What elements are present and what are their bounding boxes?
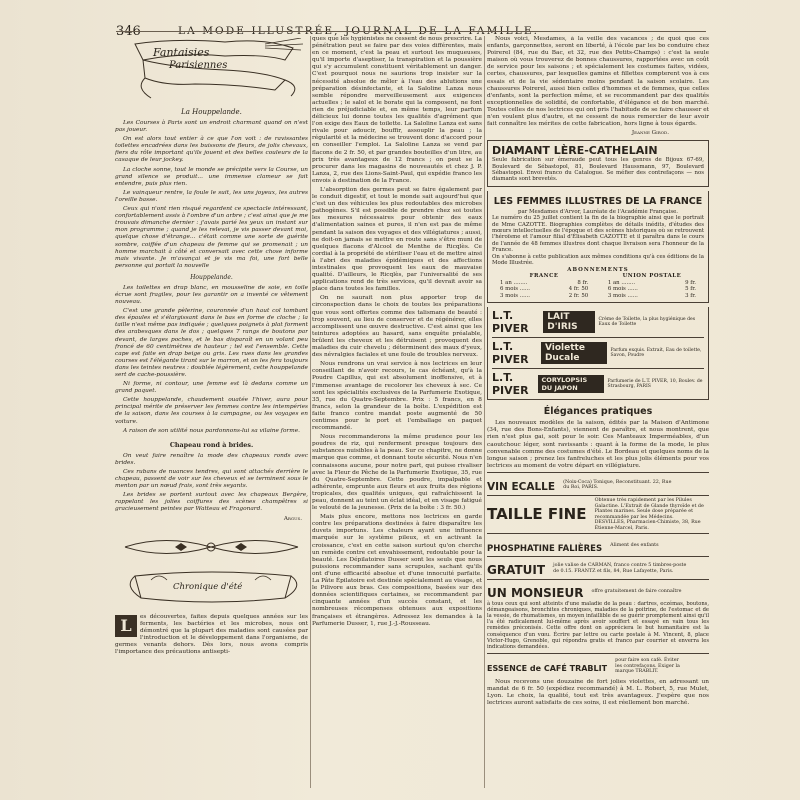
journal-title: LA MODE ILLUSTRÉE, JOURNAL DE LA FAMILLE. — [178, 25, 540, 37]
paragraph: ques que les hygiénistes ne cessent de nous prescrire. La pénétration peut se faire par des voies différentes, mais en ce moment, c'est la peau et surtout les muqueuses, qu'il importe d'aseptiser, la transpiration et la poussière qui s'y accumulent constituent véritablement un danger. C'est pourquoi nous ne saurions trop insister sur la nécessité absolue de mêler à l'eau des ablutions une préparation désinfectante, et la Saloline Lanza nous semble répondre merveilleusement aux exigences actuelles ; le salol et le borate qui la composent, ne font rien de préjudiciable et, en même temps, leur parfum délicieux lui donne toutes les qualités d'agrément que l'on exige des Eaux de toilette. La Saloline Lanza est sans rivale pour adoucir, bouffir, assouplir la peau ; la régularité et la médecine se trouvent donc d'accord pour en conseiller l'emploi. La Saloline Lanza se vend par flacons de 2 fr. 50, et par grandes bouteilles d'un litre, au prix très avantageux de 12 francs ; on peut se la procurer dans les magasins de nouveautés et chez J. P. Lanza, 2, rue des Lions-Saint-Paul, qui expédie franco les envois à destination de la France. — [312, 36, 482, 184]
ad-femmes-text2: On s'abonne à cette publication aux mêmes conditions qu'à ces éditions de la Mode Illustrée. — [492, 253, 704, 267]
paragraph: La cloche sonne, tout le monde se précipite vers la Course, un grand silence se produit... une immense clameur se fait entendre, puis plus rien. — [115, 166, 308, 187]
piver-desc: Parfum exquis. Extrait, Eau de toilette, Savon, Poudre — [610, 347, 702, 359]
paragraph: Nous rendrons un vrai service à nos lectrices en leur conseillant de n'avoir recours, le cas échéant, qu'à la Poudre Capillus, qui est absolument inoffensive, et à l'immense avantage de recolorer les cheveux à sec. Ce sont les spécialités exclusives de la Parfumerie Exotique, 35, rue du Quatre-Septembre. Prix : 5 francs, en 8 francs, selon la grandeur de la boîte. L'expédition est faite franco contre mandat poste augmenté de 50 centimes pour le port et l'emballage en paquet recommandé. — [312, 361, 482, 432]
price-term: 1 an ........ — [607, 279, 636, 286]
essence-note: pour faire son café. Éviter les contrefaçons. Exiger la marque TRABLIT. — [615, 658, 680, 675]
ad-femmes-byline: par Mesdames d'Arvor, Lauréate de l'Académie Française. — [518, 208, 678, 215]
price-term: 3 mois ...... — [500, 292, 530, 299]
ribbon-ornament-icon — [115, 38, 308, 104]
floral-ornament-icon — [115, 532, 308, 562]
price-row — [500, 293, 588, 300]
price-row — [608, 286, 696, 293]
column-divider-2 — [484, 36, 485, 788]
paragraph: On veut faire renaître la mode des chapeaux ronds avec brides. — [115, 452, 308, 466]
piver-row — [492, 307, 704, 337]
phosphatine-title: PHOSPHATINE FALIÈRES — [487, 543, 603, 554]
vin-ecalle-note: (Noix-Coca) Tonique, Reconstituant. 22, Rue du Roi, PARIS. — [563, 479, 672, 491]
ad-diamant-title: DIAMANT LÈRE-CATHELAIN — [492, 144, 658, 158]
vin-ecalle-title: VIN ECALLE — [487, 480, 556, 493]
piver-brand: L.T. PIVER — [492, 340, 529, 367]
monsieur-text: à tous ceux qui sont atteints d'une maladie de la peau : dartres, eczémas, boutons, démangeaisons, bronchites chroniques, maladies de la poitrine, de l'estomac et de la vessie, de rhumatismes, un moyen infaillible de se guérir promptement ainsi qu'il l'a été radicalement lui-même après avoir souffert et essayé en vain tous les remèdes préconisés. Cette offre dont on appréciera le but humanitaire est la conséquence d'un vœu. Écrire par lettre ou carte postale à M. Vincent, 8, place Victor-Hugo, Grenoble, qui répondra gratis et franco par courrier et enverra les indications demandées. — [487, 600, 709, 650]
paragraph: Les nouveaux modèles de la saison, édités par la Maison d'Antimone (34, rue des Bons-Enfants), viennent de paraître, et nous montrent, que rien n'est plus gai, soit pour le soir. Ces Manteaux Imperméables, d'un caoutchouc léger, sont ravissants : quant à la forme de la mode, le plus convenable comme des costumes d'été. Le Bordeau et quelques noms de la longue saison ; prenez les fanfreluches et les plus jolis éléments pour vos lectrices au moment de votre départ en villégiature. — [487, 420, 709, 469]
paragraph: On ne saurait non plus apporter trop de circonspection dans le choix de toutes les préparations que vous sont offertes comme des talismans de beauté : trop souvent, au lieu de conserver et de régénérer, elles accomplissent une œuvre destructive. C'est ainsi que les teintures adoptées au hasard, sans enquête préalable, brûlent les cheveux et les détruisent ; provoquent des maladies du cuir chevelu ; déterminent des maux d'yeux, des névralgies faciales et une foule de troubles nerveux. — [312, 295, 482, 359]
drop-cap: L — [115, 615, 137, 637]
banner-word-parisiennes: Parisiennes — [169, 60, 228, 71]
taille-fine-note: Obtenue très rapidement par les Pilules Galactine. L'Extrait de Glande thyroïde et de Plantes marines. Seule dose préparée et recommandée par les Médecins. DESVILLES, Pharmacien-Chimiste, 38, Rue Étienne-Marcel, Paris. — [594, 497, 704, 531]
paragraph: Les brides se portent surtout avec les chapeaux Bergère, rappelant les jolies coiffures des scènes champêtres si gracieusement peintes par Watteau et Fragonard. — [115, 492, 308, 513]
ad-diamant — [487, 140, 709, 187]
ad-essence-cafe — [487, 653, 709, 676]
paragraph: Ni forme, ni contour, une femme est là dedans comme un grand paquet. — [115, 381, 308, 395]
paragraph: Nous recommanderons la même prudence pour les poudres de riz, qui renferment presque toujours des substances nuisibles à la peau. Sur ce chapitre, ne donne marque que comme, et donnant toute sécurité. Nous n'en connaissons aucune, pour notre part, qui puisse rivaliser avec la Fleur de Pêche de la Parfumerie Exotique, 35, rue du Quatre-Septembre. Cette poudre, impalpable et adhérente, emprunte aux fleurs et aux fruits des régions tropicales, des qualités uniques, qui rafraîchissent la peau, donnent au teint un éclat idéal, et en visage fatigué le velouté de la jeunesse. (Prix de la boîte : 3 fr. 50.) — [312, 434, 482, 512]
price-term: 6 mois ...... — [607, 286, 638, 293]
price-value: 9 fr. — [685, 279, 696, 286]
paragraph: A raison de son utilité nous pardonnons-lui sa vilaine forme. — [123, 427, 300, 434]
paragraph: Les toilettes en drap blanc, en mousseline de soie, en toile écrue sont fragiles, pour les garantir on a inventé ce vêtement nouveau. — [115, 284, 308, 306]
gratuit-note: jolie valise de CARMAN, franco contre 5 timbres-poste de 0.15. FRANTZ et fils, 84, Rue Lafayette, Paris. — [553, 563, 687, 574]
piver-desc: Parfumerie de L.T. PIVER, 10, Boulev. de Strasbourg, PARIS — [607, 378, 703, 390]
paragraph: Ces rubans de nuances tendres, qui sont attachés derrière le chapeau, passent de voir sur les cheveux et se terminent sous le menton par un nœud frais, sont très seyants. — [115, 468, 308, 490]
column-divider-1 — [310, 36, 311, 788]
ad-phosphatine — [487, 533, 709, 556]
price-row — [608, 293, 696, 300]
piver-brand: L.T. PIVER — [492, 371, 529, 398]
price-value: 3 fr. — [685, 292, 696, 299]
ad-diamant-text: Seule fabrication sur émeraude peut tous les genres de Bijoux 67-69, Boulevard de Sébastopol, 81, Boulevard Haussmann, 97, Boulevard Sébastopol. Envoi franco du Catalogue. Se méfier des contrefaçons — nos diamants sont brevetés. — [492, 157, 704, 183]
ad-gratuit — [487, 556, 709, 579]
price-head-union: UNION POSTALE — [622, 272, 682, 279]
paragraph: Ceux qui n'ont rien risqué regardent ce spectacle intéressant, confortablement assis à l'ombre d'un arbre ; c'est ainsi que je me trouvais dimanche dernier : j'avais parié les yeux un instant sur mon programme ; quand je les relevai, je vis passer devant moi, quelque chose d'étrange... c'était comme une sorte de guérite sombre, coiffée d'un chapeau de femme qui se promenait ; un homme marchait à côté et conversait avec cette chose informe mais vivante. Je m'avançai et je vis ma foi, une fort belle personne qui portait la nouvelle — [115, 206, 308, 269]
ad-taille-fine — [487, 495, 709, 533]
section-title-houppelande: La Houppelande. — [181, 108, 242, 116]
paragraph: L'absorption des germes peut se faire également par le conduit digestif, et tout le monde sait aujourd'hui que c'est un des véhicules les plus redoutables des microbes pathogènes. S'il est possible de prendre chez soi toutes les mesures nécessaires pour obtenir des eaux d'alimentation saines et pures, il n'en est pas de même pendant la saison des voyages et des villégiatures ; aussi, ne doit-on jamais se mettre en route sans s'être muni de quelques flacons d'Alcool de Menthe de Ricqlès. Ce cordial à la propriété de stériliser l'eau et de mettre ainsi à l'abri des maladies épidémiques et des affections intestinales que provoquent les eaux de mauvaise qualité. D'ailleurs, le Ricqlès, par l'universalité de ses applications rend de très services, qu'il devrait avoir sa place dans toutes les familles. — [312, 186, 482, 293]
price-col-union — [608, 273, 696, 299]
chronique-title: Chronique d'été — [173, 581, 243, 592]
paragraph: Le vainqueur rentre, la foule le suit, les uns joyeux, les autres l'oreille basse. — [115, 189, 308, 203]
price-table — [492, 273, 704, 299]
houppelande-word: Houppelande. — [190, 273, 233, 281]
column-left — [115, 36, 308, 796]
taille-fine-title: TAILLE FINE — [487, 505, 587, 524]
signature-argus: Argus. — [283, 515, 302, 522]
price-col-france — [500, 273, 588, 299]
ad-femmes-text: Le numéro du 25 juillet contient la fin de la biographie ainsi que le portrait de Mme CAZOTTE. Biographies complètes de détails inédits, d'études des mœurs intellectuelles de l'époque et des scènes historiques où se retrouvent l'héroïsme et l'amour filial d'Élisabeth CAZOTTE et il paraîtra dans le cours de l'année de 48 femmes illustres dont chaque livraison sera l'honneur de la France. — [492, 215, 704, 254]
chronique-body — [115, 614, 308, 657]
ad-vin-ecalle — [487, 472, 709, 495]
banner-word-fantaisies: Fantaisies — [153, 46, 210, 59]
paragraph: Nous recevons une douzaine de fort jolies violettes, en adressant un mandat de 6 fr. 50 (expédiez recommandé) à M. L. Robert, 5, rue Mulet, Lyon. Le choix, la qualité, tout est très avantageux. J'espère que nos lectrices auront satisfaits de ces soins, il est réellement bon marché. — [487, 679, 709, 707]
column-middle — [312, 36, 482, 796]
piver-product: CORYLOPSIS DU JAPON — [538, 375, 604, 393]
paragraph: Cette houppelande, chaudement ouatée l'hiver, aura pour principal mérite de préserver les femmes contre les intempéries de la saison, dans les courses à la campagne, ou les voyages en voiture. — [115, 397, 308, 425]
elegances-title: Élégances pratiques — [543, 406, 653, 418]
section-title-chapeau: Chapeau rond à brides. — [169, 440, 254, 449]
price-value: 2 fr. 50 — [568, 292, 589, 299]
price-term: 1 an ........ — [500, 279, 528, 286]
price-row — [500, 280, 588, 287]
price-value: 4 fr. 50 — [568, 286, 589, 293]
signature-jeanne-girod: Jeanne Girod. — [631, 130, 669, 137]
chronique-banner — [115, 568, 308, 608]
price-head-france: FRANCE — [529, 272, 559, 279]
price-term: 3 mois ...... — [607, 292, 638, 299]
price-row — [500, 286, 588, 293]
column-right — [487, 36, 709, 796]
price-value: 8 fr. — [577, 279, 589, 286]
price-term: 6 mois ...... — [500, 286, 530, 293]
piver-product: Violette Ducale — [541, 342, 607, 364]
price-row — [608, 280, 696, 287]
monsieur-title: UN MONSIEUR — [487, 585, 584, 600]
paragraph: On est alors tout entier à ce que l'on voit : de ravissantes toilettes encadrées dans les buissons de fleurs, de jolis chevaux, fiers du rôle important qu'ils jouent et des belles couleurs de la casaque de leur jockey. — [115, 136, 308, 164]
ad-piver — [487, 307, 709, 400]
header-rule — [116, 31, 706, 32]
piver-desc: Crème de Toilette, la plus hygiénique des Eaux de Toilette — [598, 316, 696, 328]
page-number: 346 — [116, 24, 141, 39]
ad-femmes-illustres — [487, 191, 709, 303]
fantaisies-banner — [115, 38, 308, 104]
phosphatine-note: Aliment des enfants — [610, 543, 659, 549]
paragraph: Les Courses à Paris sont un endroit charmant quand on n'est pas joueur. — [115, 120, 308, 134]
abonnements-title: ABONNEMENTS — [567, 266, 629, 273]
piver-brand: L.T. PIVER — [492, 309, 529, 336]
price-value: 5 fr. — [685, 286, 696, 293]
ad-femmes-title: LES FEMMES ILLUSTRES DE LA FRANCE — [493, 195, 703, 207]
paragraph: es découvertes, faites depuis quelques années sur les ferments, les bactéries et les microbes, nous ont démontré que la plupart des maladies sont causées par l'introduction et le développement dans l'organisme, de germes venants dehors. Dès lors, nous avons compris l'importance des précautions antisepti- — [115, 613, 308, 655]
piver-product: LAIT D'IRIS — [543, 311, 594, 333]
piver-row — [492, 368, 704, 399]
page-header — [0, 10, 800, 39]
essence-title: ESSENCE de CAFÉ TRABLIT — [487, 664, 608, 674]
piver-row — [492, 337, 704, 368]
monsieur-sub: offre gratuitement de faire connaître — [591, 589, 682, 595]
paragraph: Nous voici, Mesdames, à la veille des vacances ; de quoi que ces enfants, garçonnettes, seront en liberté, à l'école par les bo conduire chez Poirerel (84, rue du Bac, et 32, rue des Petits-Champs) : c'est la seule maison où vous trouverez de bonnes chaussures, rapportées avec un coût de service pour les saisons ; et spécialement les costumes faites, vidées, certes, chaussures, par lesquelles gamins et fillettes compterent vos à ces essais et de la vie sédentaire moins pendant la saison scolaire. Les chaussures Poirerel, aussi bien celles d'hommes et de femmes, que celles d'enfants, sont la perfection même, et se recommandent par des qualités exceptionnelles de solidité, de confortable, d'élégance et de bon marché. Toutes celles de nos lectrices qui ont pris l'habitude de se faire chausser et n'en voulent plus d'autre, et ne cessent de nous remercier de leur avoir fait connaître les mérites de cette fabrication, hors ligne à tous égards. — [487, 36, 709, 128]
ad-un-monsieur — [487, 579, 709, 654]
gratuit-title: GRATUIT — [487, 562, 546, 577]
paragraph: C'est une grande pèlerine, couronnée d'un haut col tombant des épaules et s'élargissant dans le bas en forme de cloche ; la taille n'est même pas indiquée ; quelques poignets à plat forment des arabesques dans le dos ; quelques 7 rangs de boutons par devant, de larges poches, et le bas disparaît en un volant peu froncé de 60 centimètres de hauteur ; tel est l'ensemble. Cette cape est faite en drap beige ou gris. Les rues dans les grandes courses est l'élégante tirant sur le marron, et on les fera toujours dans les teintes neutres : doublée légèrement, cette houppelande sert de cache-poussière. — [115, 308, 308, 378]
paragraph: Mais plus encore, mettons nos lectrices en garde contre les préparations destinées à faire disparaître les duvets importuns. Les chaleurs ayant une influence marquée sur le système pileux, et en activant la croissance, c'est en cette saison surtout qu'on cherche un remède contre cet envahissement, redoutable pour la beauté. Les Dépilatoires Dusser sont les seuls que nous puissions recommander sans scrupules, sachant qu'ils ont d'une efficacité absolue et d'une innocuité parfaite. La Pâte Épilatoire est destinée spécialement au visage, et le Pilivore aux bras. Ces compositions, basées sur des données scientifiques certaines, se recommandent par cinquante années d'un succès constant, et les nombreuses récompenses obtenues aux expositions françaises et étrangères. Adressez les demandes à la Parfumerie Dusser, 1, rue J.-J.-Rousseau. — [312, 514, 482, 627]
